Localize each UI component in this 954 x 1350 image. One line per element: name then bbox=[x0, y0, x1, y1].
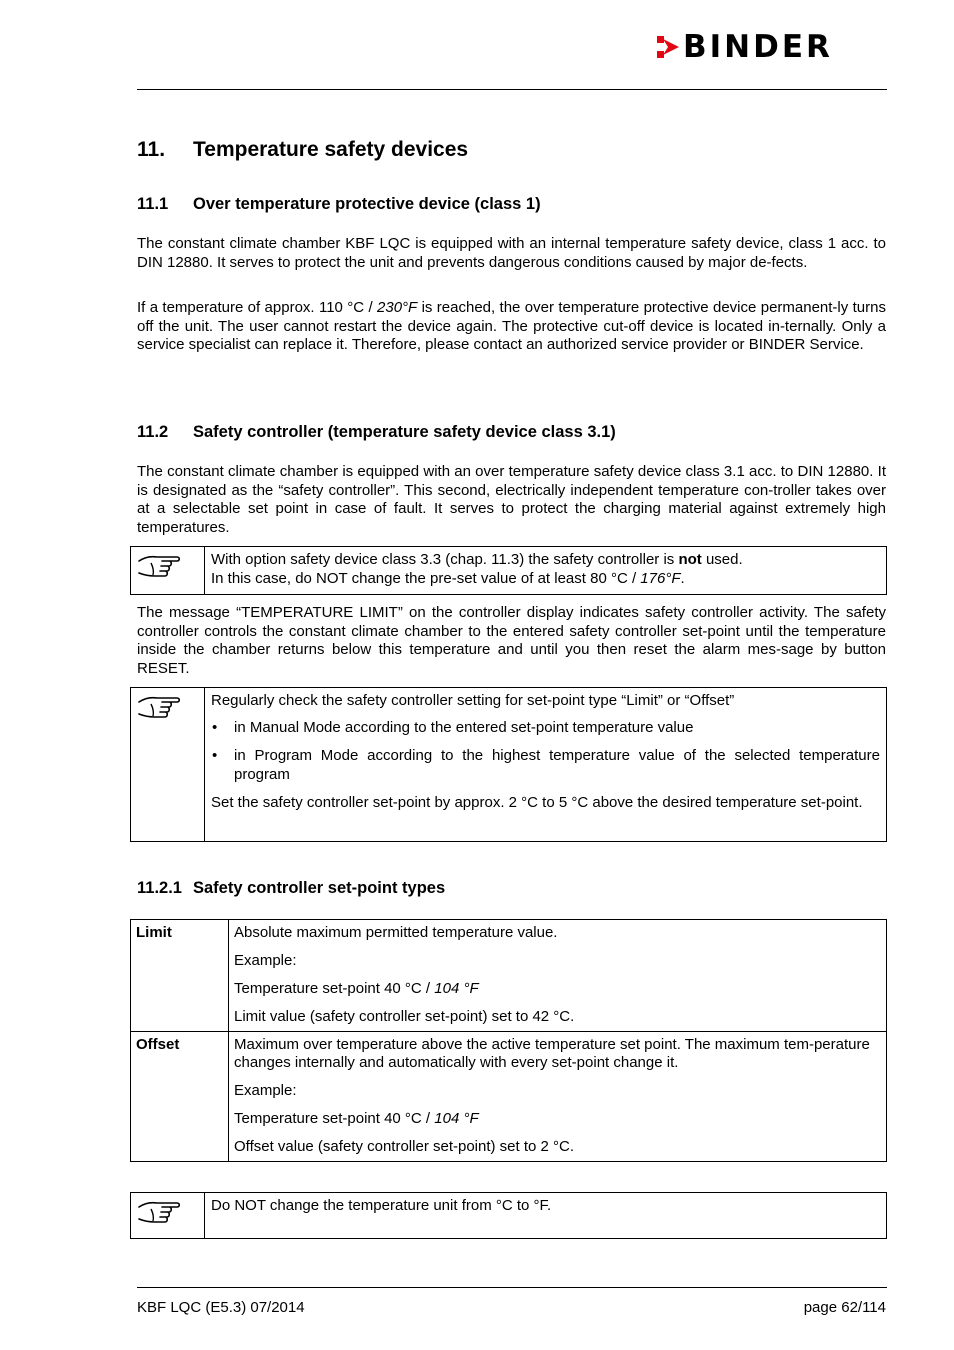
note-icon-cell bbox=[131, 1193, 205, 1238]
list-item: • in Program Mode according to the highest temperature value of the selected temperature program bbox=[234, 747, 880, 784]
list-item: • in Manual Mode according to the entered set-point temperature value bbox=[234, 719, 880, 738]
header-rule bbox=[137, 89, 887, 90]
row-content: Maximum over temperature above the active temperature set point. The maximum tem-perature changes internally and automatically with every set-point change it. Example: Temperature set-point 40 °C / 104 °F Offset value (safety controller set-point) set to 2 °C. bbox=[229, 1031, 887, 1161]
note-icon-cell bbox=[131, 547, 205, 594]
note-text-3: Do NOT change the temperature unit from °C to °F. bbox=[211, 1197, 552, 1214]
section-heading bbox=[137, 138, 468, 162]
subsection-number: 11.2.1 bbox=[137, 879, 182, 897]
note-box-2 bbox=[130, 687, 887, 842]
subsection-number: 11.2 bbox=[137, 423, 169, 441]
footer-rule bbox=[137, 1287, 887, 1288]
note-text-2: Regularly check the safety controller setting for set-point type “Limit” or “Offset” • in Manual Mode according to the entered set-point temperature value • in Program Mode according to the highest temperature value of the selected temperature program Set the safety controller set-point by approx. 2 °C to 5 °C above the desired temperature set-point. bbox=[205, 688, 886, 841]
pointing-hand-icon bbox=[137, 551, 181, 587]
note-bullet-list bbox=[211, 719, 880, 785]
pointing-hand-icon bbox=[137, 1197, 181, 1233]
subsection-11-1-heading bbox=[137, 195, 541, 214]
pointing-hand-icon bbox=[137, 692, 181, 728]
row-label: Limit bbox=[131, 920, 229, 1032]
logo-text: BINDER bbox=[683, 29, 833, 65]
note-box-3 bbox=[130, 1192, 887, 1239]
paragraph-11-1-2: If a temperature of approx. 110 °C / 230°F is reached, the over temperature protective device permanent-ly turns off the unit. The user cannot restart the device again. The protective cut-off device is located in-ternally. Only a service specialist can replace it. Therefore, please contact an authorized service provider or BINDER Service. bbox=[137, 299, 886, 353]
subsection-title: Over temperature protective device (class 1) bbox=[193, 195, 541, 213]
note-box-1 bbox=[130, 546, 887, 595]
footer-page-number: page 62/114 bbox=[803, 1299, 886, 1316]
paragraph-11-2-2: The message “TEMPERATURE LIMIT” on the controller display indicates safety controller activity. The safety controller controls the constant climate chamber to the entered safety controller set-point until the temperature inside the chamber returns below this temperature and until you then reset the alarm mes-sage by button RESET. bbox=[137, 604, 886, 677]
table-row bbox=[131, 920, 887, 1032]
note-icon-cell bbox=[131, 688, 205, 841]
setpoint-types-table bbox=[130, 919, 887, 1162]
logo-mark-icon bbox=[655, 34, 681, 60]
subsection-title: Safety controller set-point types bbox=[193, 879, 446, 897]
table-row bbox=[131, 1031, 887, 1161]
paragraph-11-2-1: The constant climate chamber is equipped with an over temperature safety device class 3.1 acc. to DIN 12880. It is designated as the “safety controller”. This second, electrically independent temperature con-troller takes over at a selectable set point in case of fault. It serves to protect the charging material against extremely high temperatures. bbox=[137, 463, 886, 536]
paragraph-11-1-1: The constant climate chamber KBF LQC is equipped with an internal temperature safety device, class 1 acc. to DIN 12880. It serves to protect the unit and prevents dangerous conditions caused by major de-fects. bbox=[137, 235, 886, 271]
binder-logo bbox=[655, 30, 887, 64]
footer-doc-id: KBF LQC (E5.3) 07/2014 bbox=[137, 1299, 305, 1316]
row-label: Offset bbox=[131, 1031, 229, 1161]
section-title: Temperature safety devices bbox=[193, 138, 469, 161]
section-number: 11. bbox=[137, 138, 166, 161]
subsection-11-2-1-heading bbox=[137, 879, 445, 898]
subsection-title: Safety controller (temperature safety device class 3.1) bbox=[193, 423, 616, 441]
row-content: Absolute maximum permitted temperature value. Example: Temperature set-point 40 °C / 104 °F Limit value (safety controller set-point) set to 42 °C. bbox=[229, 920, 887, 1032]
subsection-number: 11.1 bbox=[137, 195, 169, 213]
note-text-1: With option safety device class 3.3 (chap. 11.3) the safety controller is not used. In this case, do NOT change the pre-set value of at least 80 °C / 176°F. bbox=[211, 551, 743, 587]
subsection-11-2-heading bbox=[137, 423, 616, 442]
